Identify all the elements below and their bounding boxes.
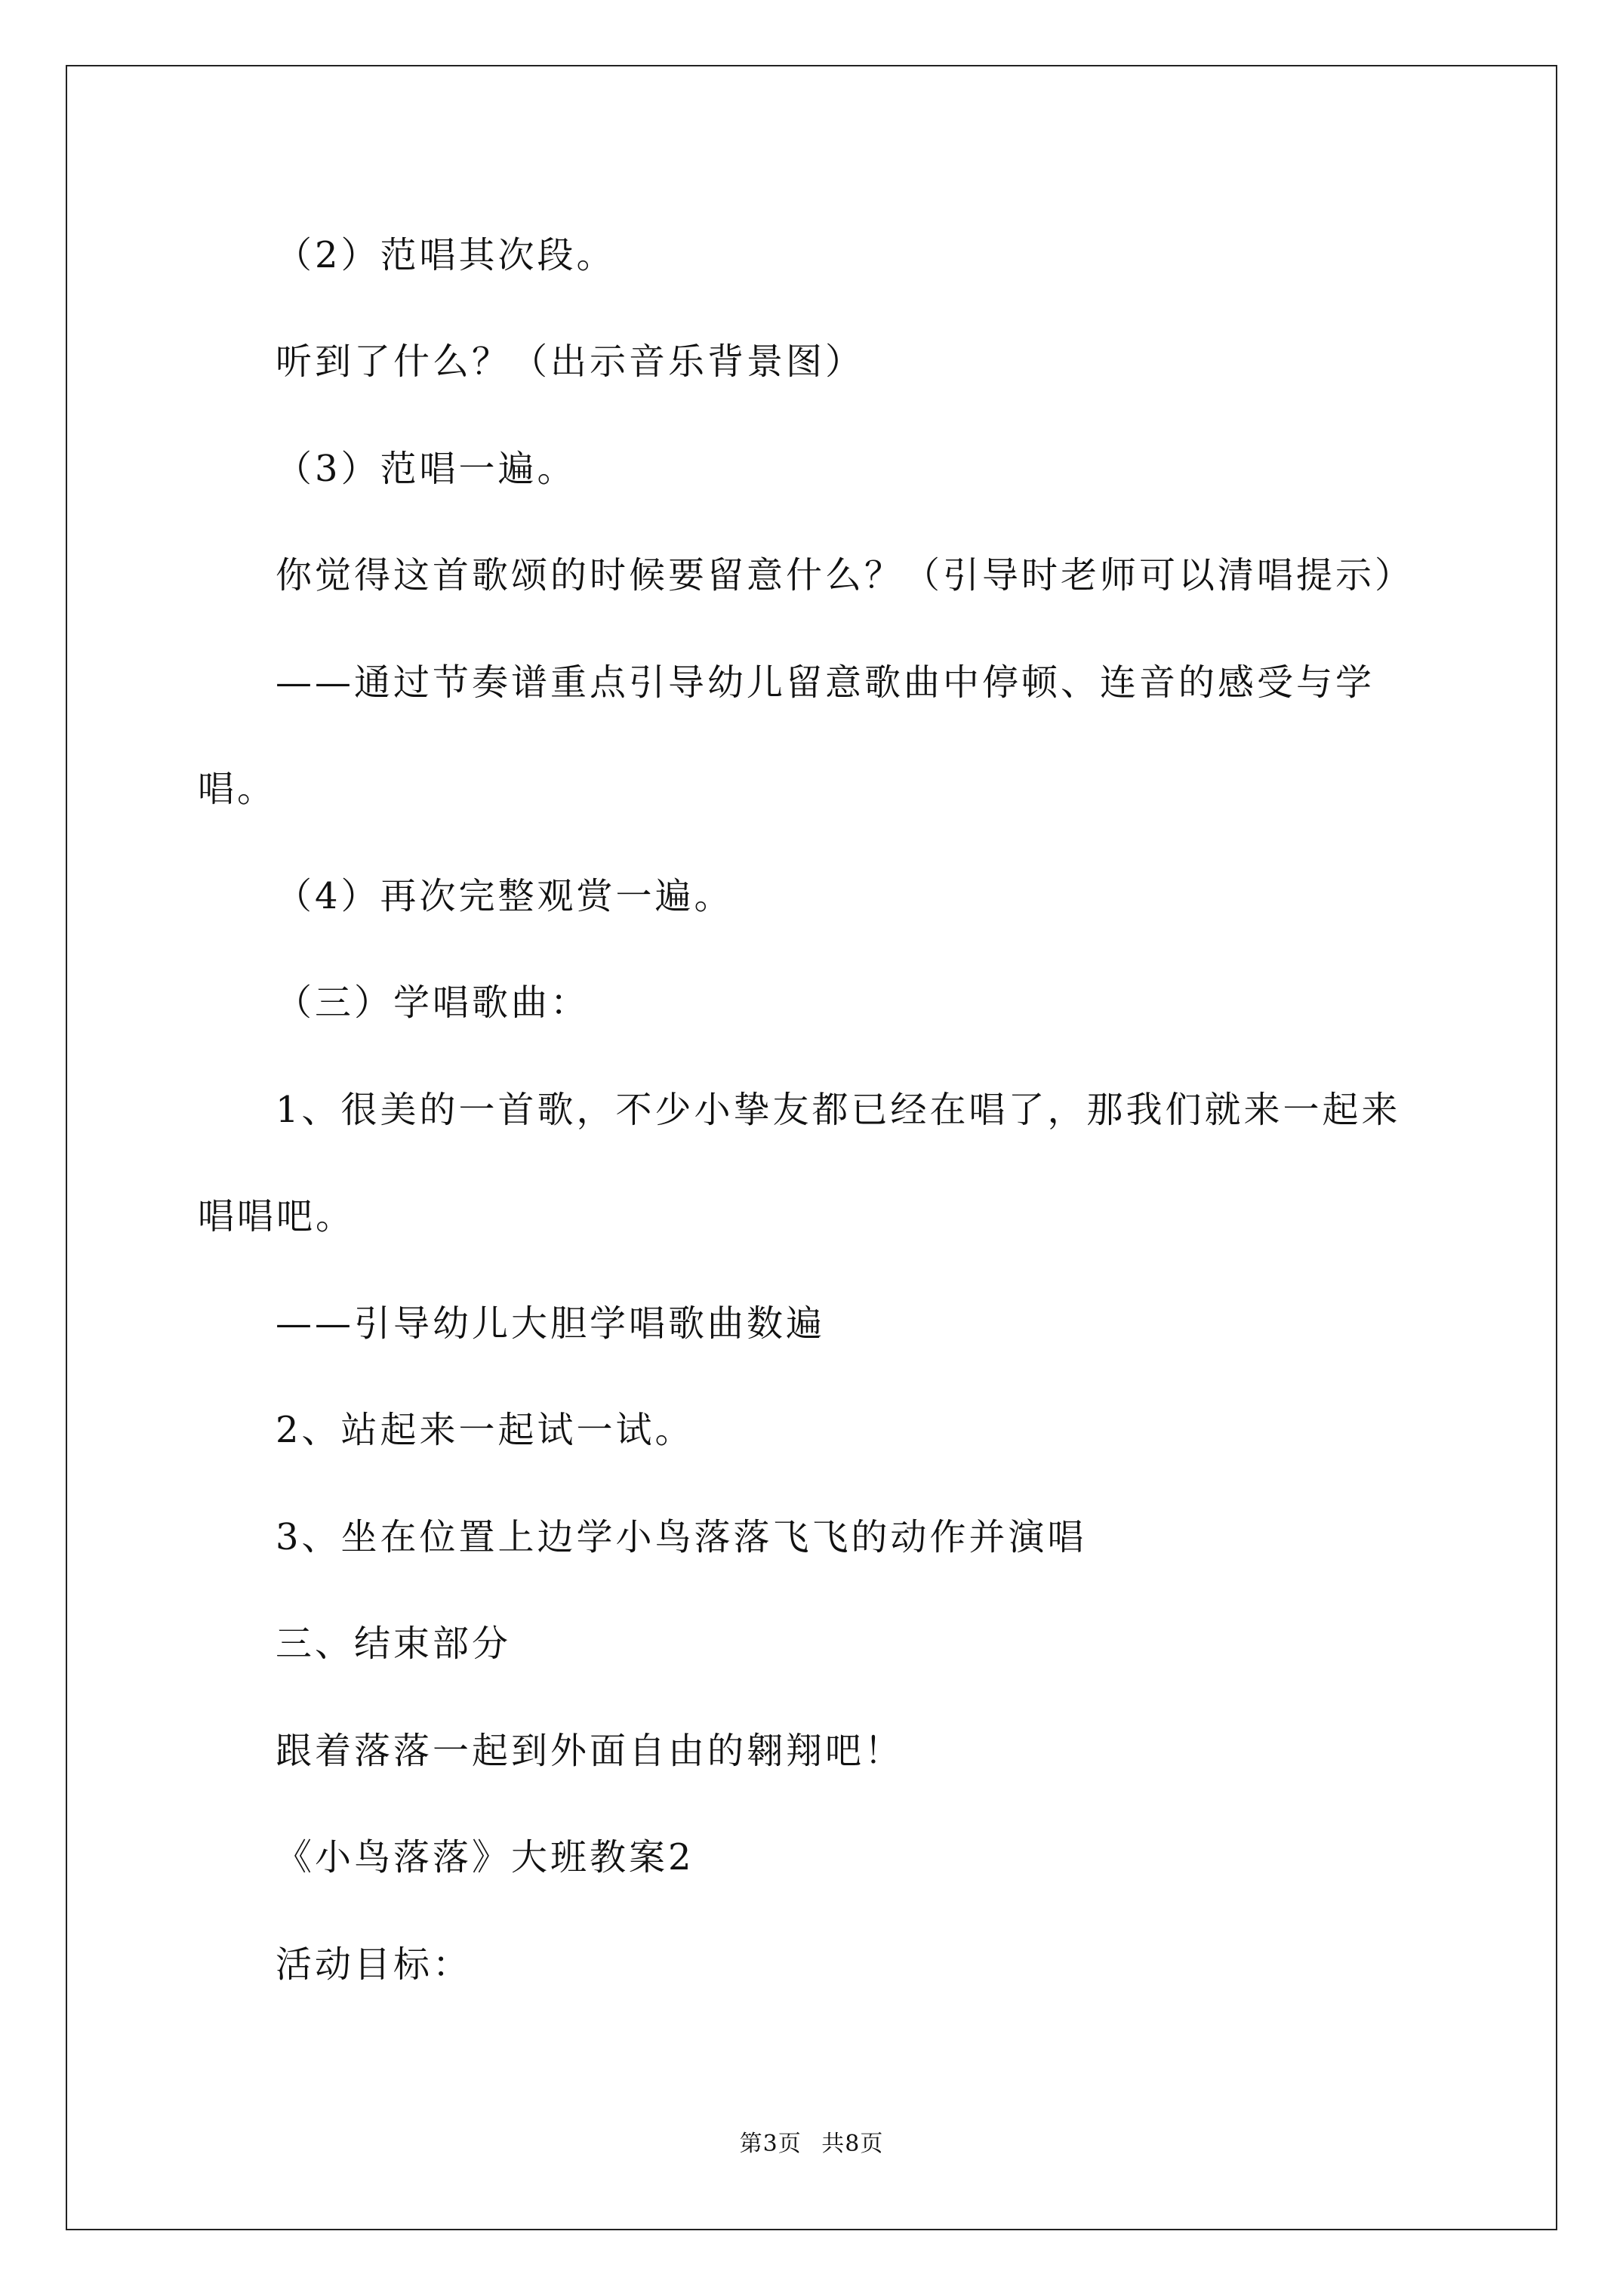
paragraph-continuation: 唱。 <box>198 768 277 810</box>
document-title: 《小鸟落落》大班教案2 <box>276 1836 694 1878</box>
paragraph: （2）范唱其次段。 <box>276 234 616 276</box>
page-total: 共8页 <box>821 2131 884 2157</box>
paragraph: 听到了什么？（出示音乐背景图） <box>276 341 865 383</box>
paragraph: 跟着落落一起到外面自由的翱翔吧！ <box>276 1730 904 1772</box>
section-heading: （三）学唱歌曲： <box>276 982 590 1024</box>
paragraph-continuation: 唱唱吧。 <box>198 1195 356 1237</box>
paragraph: 1、很美的一首歌，不少小挚友都已经在唱了，那我们就来一起来 <box>276 1089 1401 1131</box>
section-heading: 三、结束部分 <box>276 1623 512 1665</box>
paragraph: 3、坐在位置上边学小鸟落落飞飞的动作并演唱 <box>276 1516 1087 1558</box>
paragraph: 2、站起来一起试一试。 <box>276 1409 694 1451</box>
paragraph: （4）再次完整观赏一遍。 <box>276 875 734 917</box>
page-border <box>66 65 1557 2230</box>
paragraph: （3）范唱一遍。 <box>276 448 577 490</box>
page-footer <box>0 2129 1623 2159</box>
paragraph: ——引导幼儿大胆学唱歌曲数遍 <box>276 1302 826 1345</box>
paragraph: ——通过节奏谱重点引导幼儿留意歌曲中停顿、连音的感受与学 <box>276 661 1375 704</box>
page-number: 第3页 <box>739 2131 802 2157</box>
section-heading: 活动目标： <box>276 1943 473 1986</box>
paragraph: 你觉得这首歌颂的时候要留意什么？（引导时老师可以清唱提示） <box>276 554 1415 596</box>
